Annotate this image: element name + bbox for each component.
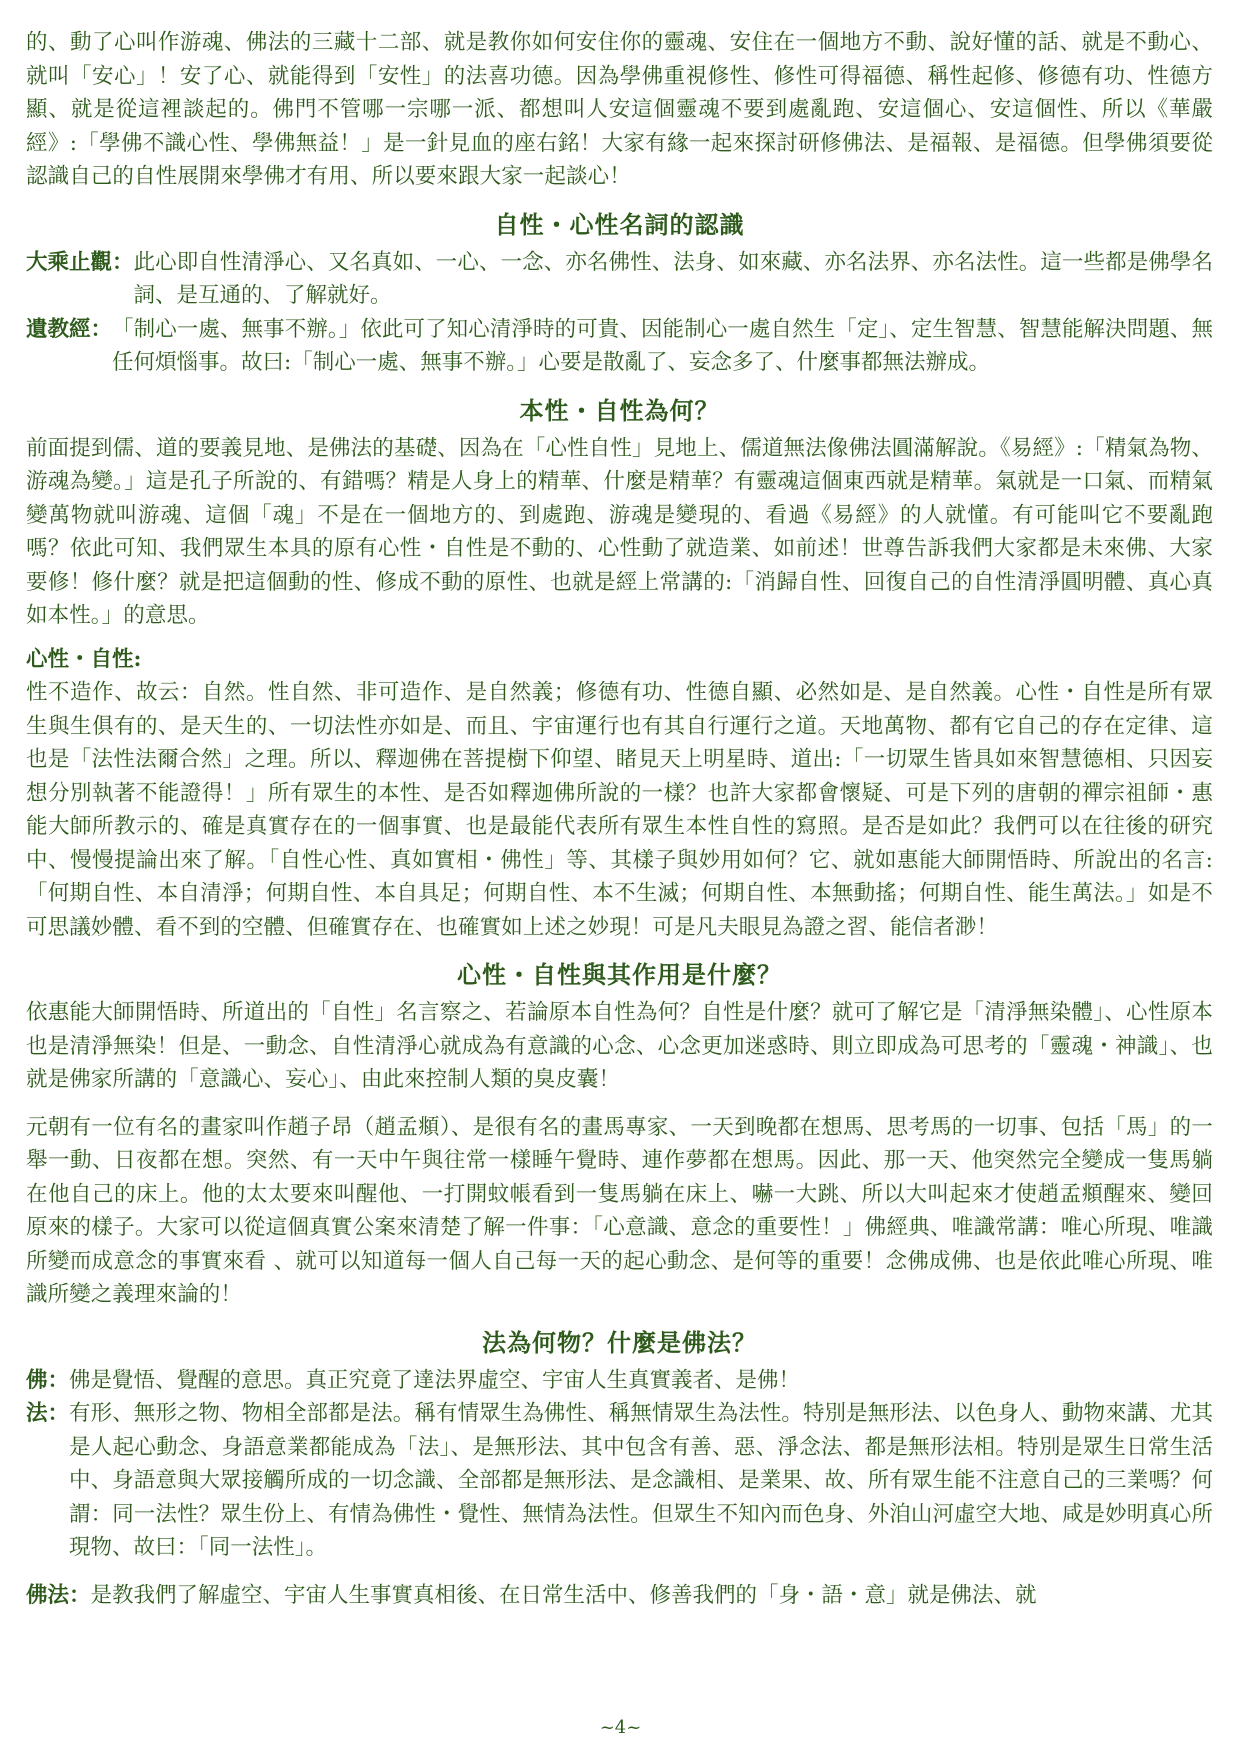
definition-term: 佛法： (26, 1582, 91, 1608)
page-number: ~4~ (599, 1717, 642, 1738)
definition-buddha (26, 1364, 1213, 1398)
function-paragraph-1: 依惠能大師開悟時、所道出的「自性」名言察之、若論原本自性為何？自性是什麼？就可了解它是「清淨無染體」、心性原本也是清淨無染！但是、一動念、自性清淨心就成為有意識的心念、心念更加迷惑時、則立即成為可思考的「靈魂・神識」、也就是佛家所講的「意識心、妄心」、由此來控制人類的臭皮囊！ (26, 1000, 1213, 1092)
section-heading-original-nature: 本性・自性為何？ (519, 395, 720, 425)
function-paragraph-2: 元朝有一位有名的畫家叫作趙子昂（趙孟頫）、是很有名的畫馬專家、一天到晚都在想馬、思考馬的一切事、包括「馬」的一舉一動、日夜都在想。突然、有一天中午與往常一樣睡午覺時、連作夢都在想馬。因此、那一天、他突然完全變成一隻馬躺在他自己的床上。他的太太要來叫醒他、一打開蚊帳看到一隻馬躺在床上、嚇一大跳、所以大叫起來才使趙孟頫醒來、變回原來的樣子。大家可以從這個真實公案來清楚了解一件事：「心意識、意念的重要性！」佛經典、唯識常講：唯心所現、唯識所變而成意念的事實來看 、就可以知道每一個人自己每一天的起心動念、是何等的重要！念佛成佛、也是依此唯心所現、唯識所變之義理來論的！ (26, 1114, 1213, 1307)
intro-paragraph: 的、動了心叫作游魂、佛法的三藏十二部、就是教你如何安住你的靈魂、安住在一個地方不動、說好懂的話、就是不動心、就叫「安心」！安了心、就能得到「安性」的法喜功德。因為學佛重視修性、修性可得福德、稱性起修、修德有功、性德方顯、就是從這裡談起的。佛門不管哪一宗哪一派、都想叫人安這個靈魂不要到處亂跑、安這個心、安這個性、所以《華嚴經》:「學佛不識心性、學佛無益！」是一針見血的座右銘！大家有緣一起來探討研修佛法、是福報、是福德。但學佛須要從認識自己的自性展開來學佛才有用、所以要來跟大家一起談心！ (26, 30, 1213, 189)
definition-term: 遺教經： (26, 316, 113, 342)
definition-term: 佛： (26, 1367, 70, 1393)
definition-body: 是教我們了解虛空、宇宙人生事實真相後、在日常生活中、修善我們的「身・語・意」就是佛法、就 (90, 1582, 1037, 1608)
section-heading-self-nature-terms: 自性・心性名詞的認識 (494, 209, 745, 239)
original-nature-paragraph: 前面提到儒、道的要義見地、是佛法的基礎、因為在「心性自性」見地上、儒道無法像佛法圓滿解說。《易經》:「精氣為物、游魂為變。」這是孔子所說的、有錯嗎？精是人身上的精華、什麼是精華？有靈魂這個東西就是精華。氣就是一口氣、而精氣變萬物就叫游魂、這個「魂」不是在一個地方的、到處跑、游魂是變現的、看過《易經》的人就懂。有可能叫它不要亂跑嗎？依此可知、我們眾生本具的原有心性・自性是不動的、心性動了就造業、如前述！世尊告訴我們大家都是未來佛、大家要修！修什麼？就是把這個動的性、修成不動的原性、也就是經上常講的:「消歸自性、回復自己的自性清淨圓明體、真心真如本性。」的意思。 (26, 435, 1213, 628)
definition-term: 大乘止觀： (26, 249, 134, 275)
section-heading-function: 心性・自性與其作用是什麼？ (457, 960, 782, 989)
mind-nature-paragraph: 性不造作、故云：自然。性自然、非可造作、是自然義；修德有功、性德自顯、必然如是、是自然義。心性・自性是所有眾生與生俱有的、是天生的、一切法性亦如是、而且、宇宙運行也有其自行運行之道。天地萬物、都有它自己的存在定律、這也是「法性法爾合然」之理。所以、釋迦佛在菩提樹下仰望、睹見天上明星時、道出:「一切眾生皆具如來智慧德相、只因妄想分別執著不能證得！」所有眾生的本性、是否如釋迦佛所說的一樣？也許大家都會懷疑、可是下列的唐朝的禪宗祖師・惠能大師所教示的、確是真實存在的一個事實、也是最能代表所有眾生本性自性的寫照。是否是如此？我們可以在往後的研究中、慢慢提論出來了解。「自性心性、真如實相・佛性」等、其樣子與妙用如何？它、就如惠能大師開悟時、所說出的名言:「何期自性、本自清淨；何期自性、本自具足；何期自性、本不生滅；何期自性、本無動搖；何期自性、能生萬法。」如是不可思議妙體、看不到的空體、但確實存在、也確實如上述之妙現！可是凡夫眼見為證之習、能信者渺！ (26, 680, 1213, 940)
subheading-mind-nature: 心性・自性: (26, 646, 142, 672)
definition-term: 法： (26, 1401, 70, 1426)
section-heading-what-is-dharma: 法為何物？什麼是佛法？ (482, 1327, 757, 1357)
definition-yijiao-jing (26, 313, 1213, 380)
definition-dharma (26, 1397, 1213, 1565)
definition-body: 有形、無形之物、物相全部都是法。稱有情眾生為佛性、稱無情眾生為法性。特別是無形法、以色身人、動物來講、尤其是人起心動念、身語意業都能成為「法」、是無形法、其中包含有善、惡、淨念法、都是無形法相。特別是眾生日常生活中、身語意與大眾接觸所成的一切念識、全部都是無形法、是念識相、是業果、故、所有眾生能不注意自己的三業嗎？何謂：同一法性？眾生份上、有情為佛性・覺性、無情為法性。但眾生不知內而色身、外洎山河虛空大地、咸是妙明真心所現物、故曰：「同一法性」。 (69, 1401, 1213, 1560)
definition-mahayana-zhiguan (26, 246, 1213, 313)
definition-body: 「制心一處、無事不辦。」依此可了知心清淨時的可貴、因能制心一處自然生「定」、定生智慧、智慧能解決問題、無任何煩惱事。故曰:「制心一處、無事不辦。」心要是散亂了、妄念多了、什麼事都無法辦成。 (112, 316, 1213, 375)
definition-body: 此心即自性清淨心、又名真如、一心、一念、亦名佛性、法身、如來藏、亦名法界、亦名法性。這一些都是佛學名詞、是互通的、了解就好。 (133, 249, 1213, 308)
definition-body: 佛是覺悟、覺醒的意思。真正究竟了達法界虛空、宇宙人生真實義者、是佛！ (69, 1367, 801, 1393)
definition-buddhadharma (26, 1579, 1213, 1613)
